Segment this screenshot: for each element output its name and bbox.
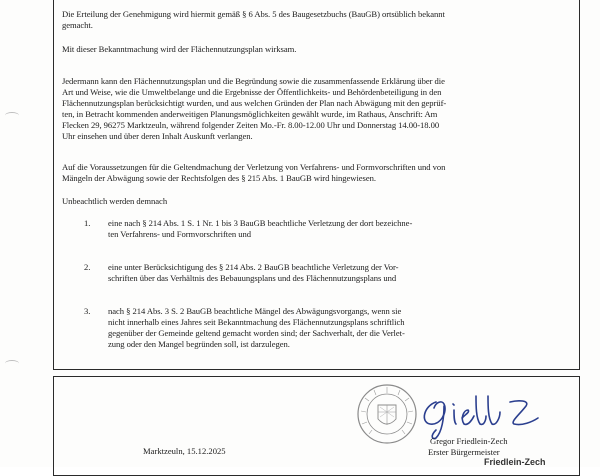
- list-number: 1.: [84, 218, 91, 228]
- paragraph-line: Uhr einsehen und über deren Inhalt Auskunft verlangen.: [62, 131, 253, 141]
- paragraph-line: Die Erteilung der Genehmigung wird hiermit gemäß § 6 Abs. 5 des Baugesetzbuchs (BauGB) ortsüblich bekannt: [62, 9, 445, 19]
- list-number: 2.: [84, 262, 91, 272]
- name-stamp: Friedlein-Zech: [484, 457, 546, 467]
- paragraph-line: Flächennutzungsplan berücksichtigt wurden, und aus welchen Gründen der Plan nach Abwägung mit den geprüf-: [62, 98, 447, 108]
- signer-title: Erster Bürgermeister: [428, 447, 500, 457]
- list-line: gegenüber der Gemeinde geltend gemacht worden sind; der Sachverhalt, der die Verlet-: [108, 328, 405, 338]
- paragraph-line: Unbeachtlich werden demnach: [62, 196, 168, 206]
- list-line: nach § 214 Abs. 3 S. 2 BauGB beachtliche Mängel des Abwägungsvorgangs, wenn sie: [108, 306, 402, 316]
- list-number: 3.: [84, 306, 91, 316]
- handwritten-signature-icon: [414, 392, 564, 440]
- list-line: schriften über das Verhältnis des Bebauungsplans und des Flächennutzungsplans und: [108, 273, 397, 283]
- margin-mark: [5, 360, 19, 367]
- paragraph-line: ten, in Betracht kommenden anderweitigen Planungsmöglichkeiten gewählt wurde, im Rathaus, Anschrift: Am: [62, 109, 438, 119]
- paragraph-line: Mit dieser Bekanntmachung wird der Flächennutzungsplan wirksam.: [62, 44, 297, 54]
- paragraph-line: Art und Weise, wie die Umweltbelange und die Ergebnisse der Öffentlichkeits- und Behördenbeteiligung in den: [62, 87, 442, 97]
- list-line: eine nach § 214 Abs. 1 S. 1 Nr. 1 bis 3 BauGB beachtliche Verletzung der dort bezeichne-: [108, 218, 413, 228]
- signer-name: Gregor Friedlein-Zech: [430, 436, 508, 446]
- list-line: eine unter Berücksichtigung des § 214 Abs. 2 BauGB beachtliche Verletzung der Vor-: [108, 262, 399, 272]
- list-line: ten Verfahrens- und Formvorschriften und: [108, 229, 251, 239]
- list-line: zung oder den Mangel begründen soll, ist darzulegen.: [108, 339, 290, 349]
- list-line: nicht innerhalb eines Jahres seit Bekanntmachung des Flächennutzungsplans schriftlich: [108, 317, 405, 327]
- paragraph-line: Auf die Voraussetzungen für die Geltendmachung der Verletzung von Verfahrens- und Formvorschriften und von: [62, 162, 446, 172]
- paragraph-line: Mängeln der Abwägung sowie der Rechtsfolgen des § 215 Abs. 1 BauGB wird hingewiesen.: [62, 173, 376, 183]
- margin-mark: [5, 112, 19, 119]
- paragraph-line: gemacht.: [62, 20, 93, 30]
- place-date: Marktzeuln, 15.12.2025: [143, 446, 226, 456]
- official-seal-icon: [356, 383, 418, 445]
- paragraph-line: Jedermann kann den Flächennutzungsplan und die Begründung sowie die zusammenfassende Erklärung über die: [62, 76, 445, 86]
- paragraph-line: Flecken 29, 96275 Marktzeuln, während folgender Zeiten Mo.-Fr. 8.00-12.00 Uhr und Donnerstag 14.00-18.00: [62, 120, 440, 130]
